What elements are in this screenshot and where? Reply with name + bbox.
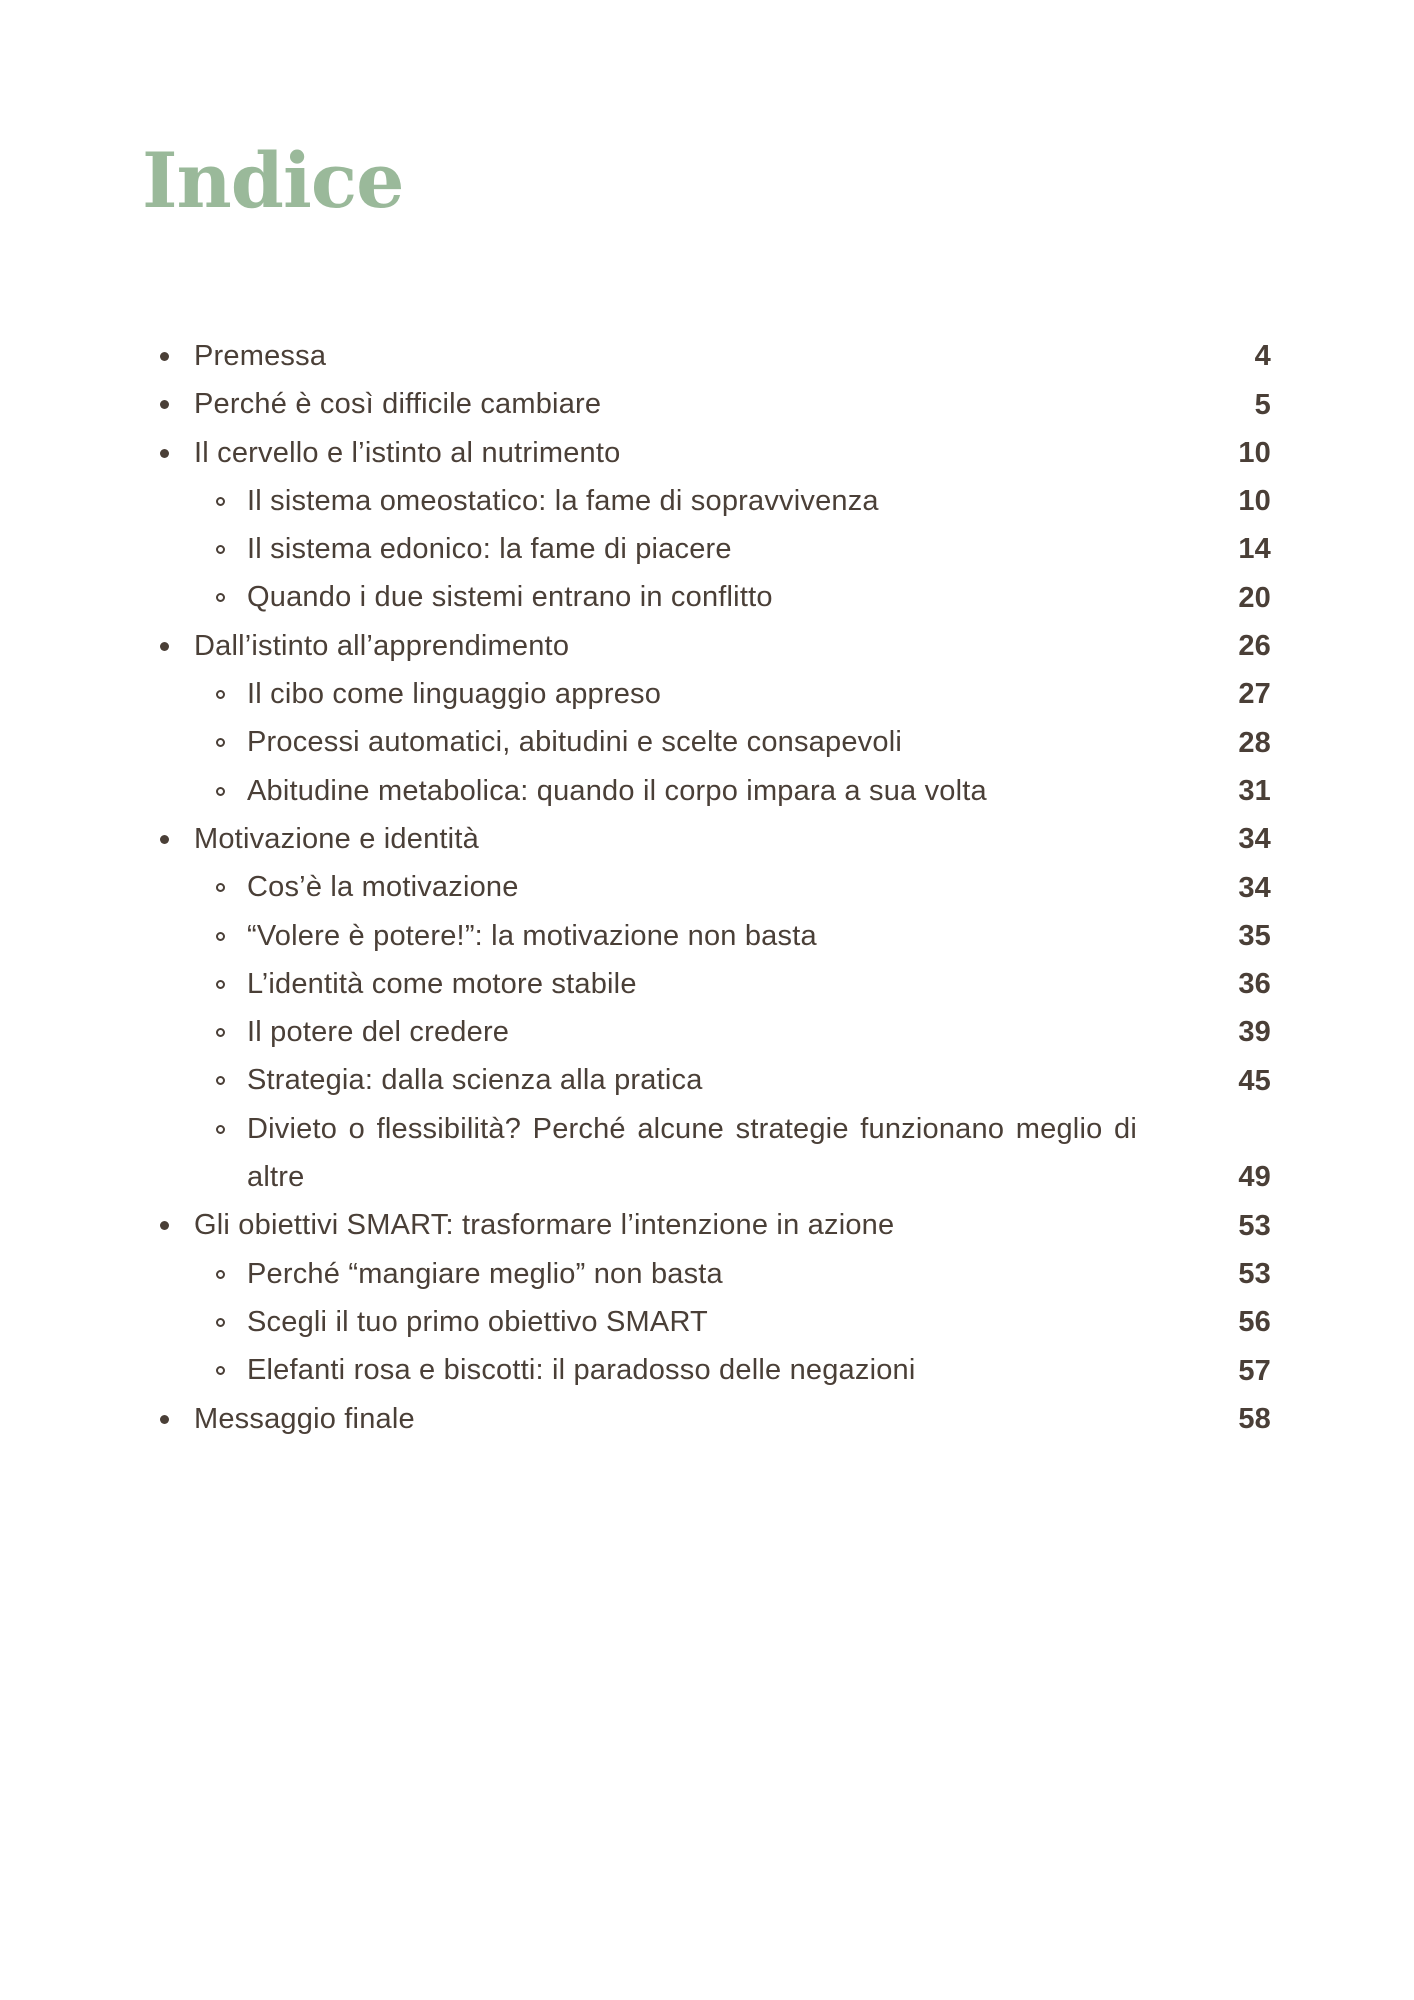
toc-page-number: 53: [1238, 1209, 1271, 1242]
toc-subentry[interactable]: [0, 525, 1414, 573]
toc-page-number: 49: [1238, 1161, 1271, 1194]
toc-entry[interactable]: [0, 332, 1414, 380]
toc-entry-title: Perché è così difficile cambiare: [194, 388, 602, 421]
toc-page-number: 34: [1238, 823, 1271, 856]
hollow-bullet-icon: [216, 545, 225, 554]
toc-subentry[interactable]: [0, 767, 1414, 815]
toc-subentry[interactable]: [0, 1008, 1414, 1056]
toc-entry-title: Messaggio finale: [194, 1402, 415, 1435]
toc-page-number: 39: [1238, 1016, 1271, 1049]
toc-page-number: 26: [1238, 630, 1271, 663]
hollow-bullet-icon: [216, 1366, 225, 1375]
hollow-bullet-icon: [216, 787, 225, 796]
toc-subentry[interactable]: [0, 1250, 1414, 1298]
toc-subentry[interactable]: [0, 1346, 1414, 1394]
toc-page-number: 31: [1238, 774, 1271, 807]
toc-entry-title: Il cibo come linguaggio appreso: [247, 678, 662, 711]
toc-entry-title: Premessa: [194, 340, 327, 372]
toc-page-number: 56: [1238, 1306, 1271, 1339]
filled-bullet-icon: [160, 352, 169, 361]
toc-entry-title: Il sistema edonico: la fame di piacere: [247, 533, 732, 566]
toc-subentry[interactable]: [0, 1056, 1414, 1104]
toc-page-number: 27: [1238, 678, 1271, 711]
toc-subentry[interactable]: [0, 670, 1414, 718]
filled-bullet-icon: [160, 449, 169, 458]
toc-entry-title: L’identità come motore stabile: [247, 967, 637, 1000]
toc-entry-title: Cos’è la motivazione: [247, 871, 519, 904]
page-title: Indice: [142, 136, 404, 225]
toc-entry-title: Motivazione e identità: [194, 822, 479, 855]
toc-page-number: 34: [1238, 871, 1271, 904]
toc-subentry[interactable]: [0, 1298, 1414, 1346]
toc-page-number: 45: [1238, 1064, 1271, 1097]
toc-subentry[interactable]: [0, 573, 1414, 621]
toc-page-number: 14: [1238, 533, 1271, 566]
toc-subentry[interactable]: [0, 960, 1414, 1008]
toc-page-number: 10: [1238, 485, 1271, 518]
toc-page-number: 53: [1238, 1257, 1271, 1290]
toc-page-number: 35: [1238, 919, 1271, 952]
toc-entry-title: Il potere del credere: [247, 1016, 510, 1049]
toc-subentry[interactable]: [0, 912, 1414, 960]
toc-subentry[interactable]: [0, 1105, 1414, 1202]
hollow-bullet-icon: [216, 497, 225, 506]
toc-page-number: 20: [1238, 581, 1271, 614]
hollow-bullet-icon: [216, 1270, 225, 1279]
toc-entry[interactable]: [0, 1395, 1414, 1443]
toc-entry[interactable]: [0, 622, 1414, 670]
hollow-bullet-icon: [216, 1318, 225, 1327]
toc-entry-title: Dall’istinto all’apprendimento: [194, 629, 570, 662]
toc-subentry[interactable]: [0, 718, 1414, 766]
toc-entry-title: Quando i due sistemi entrano in conflitto: [247, 581, 773, 614]
toc-entry[interactable]: [0, 429, 1414, 477]
hollow-bullet-icon: [216, 593, 225, 602]
filled-bullet-icon: [160, 835, 169, 844]
toc-page-number: 57: [1238, 1354, 1271, 1387]
toc-page-number: 10: [1238, 436, 1271, 469]
toc-entry-title: Gli obiettivi SMART: trasformare l’intenzione in azione: [194, 1209, 895, 1242]
hollow-bullet-icon: [216, 1125, 225, 1134]
hollow-bullet-icon: [216, 883, 225, 892]
toc-subentry[interactable]: [0, 863, 1414, 911]
toc-entry-title: Il sistema omeostatico: la fame di sopravvivenza: [247, 484, 879, 517]
toc-entry-title: Processi automatici, abitudini e scelte consapevoli: [247, 726, 902, 759]
toc-entry[interactable]: [0, 380, 1414, 428]
hollow-bullet-icon: [216, 1028, 225, 1037]
toc-entry-title: Scegli il tuo primo obiettivo SMART: [247, 1305, 708, 1338]
toc-page-number: 4: [1254, 340, 1271, 373]
hollow-bullet-icon: [216, 1076, 225, 1085]
hollow-bullet-icon: [216, 980, 225, 989]
toc-entry-title: Strategia: dalla scienza alla pratica: [247, 1064, 703, 1097]
filled-bullet-icon: [160, 400, 169, 409]
filled-bullet-icon: [160, 642, 169, 651]
toc-entry-title: Abitudine metabolica: quando il corpo impara a sua volta: [247, 774, 987, 807]
hollow-bullet-icon: [216, 690, 225, 699]
toc-subentry[interactable]: [0, 477, 1414, 525]
toc-entry-title: “Volere è potere!”: la motivazione non basta: [247, 919, 817, 952]
toc-page-number: 58: [1238, 1402, 1271, 1435]
toc-page-number: 36: [1238, 968, 1271, 1001]
toc-entry-title: Elefanti rosa e biscotti: il paradosso delle negazioni: [247, 1354, 916, 1387]
hollow-bullet-icon: [216, 932, 225, 941]
toc-page-number: 5: [1254, 388, 1271, 421]
filled-bullet-icon: [160, 1415, 169, 1424]
table-of-contents: [0, 332, 1414, 1443]
hollow-bullet-icon: [216, 738, 225, 747]
toc-entry[interactable]: [0, 815, 1414, 863]
toc-entry-title: Il cervello e l’istinto al nutrimento: [194, 436, 621, 469]
toc-entry-title: Divieto o flessibilità? Perché alcune strategie funzionano meglio di altre: [247, 1112, 1137, 1194]
toc-entry-title: Perché “mangiare meglio” non basta: [247, 1257, 723, 1290]
filled-bullet-icon: [160, 1221, 169, 1230]
toc-page-number: 28: [1238, 726, 1271, 759]
toc-entry[interactable]: [0, 1201, 1414, 1249]
